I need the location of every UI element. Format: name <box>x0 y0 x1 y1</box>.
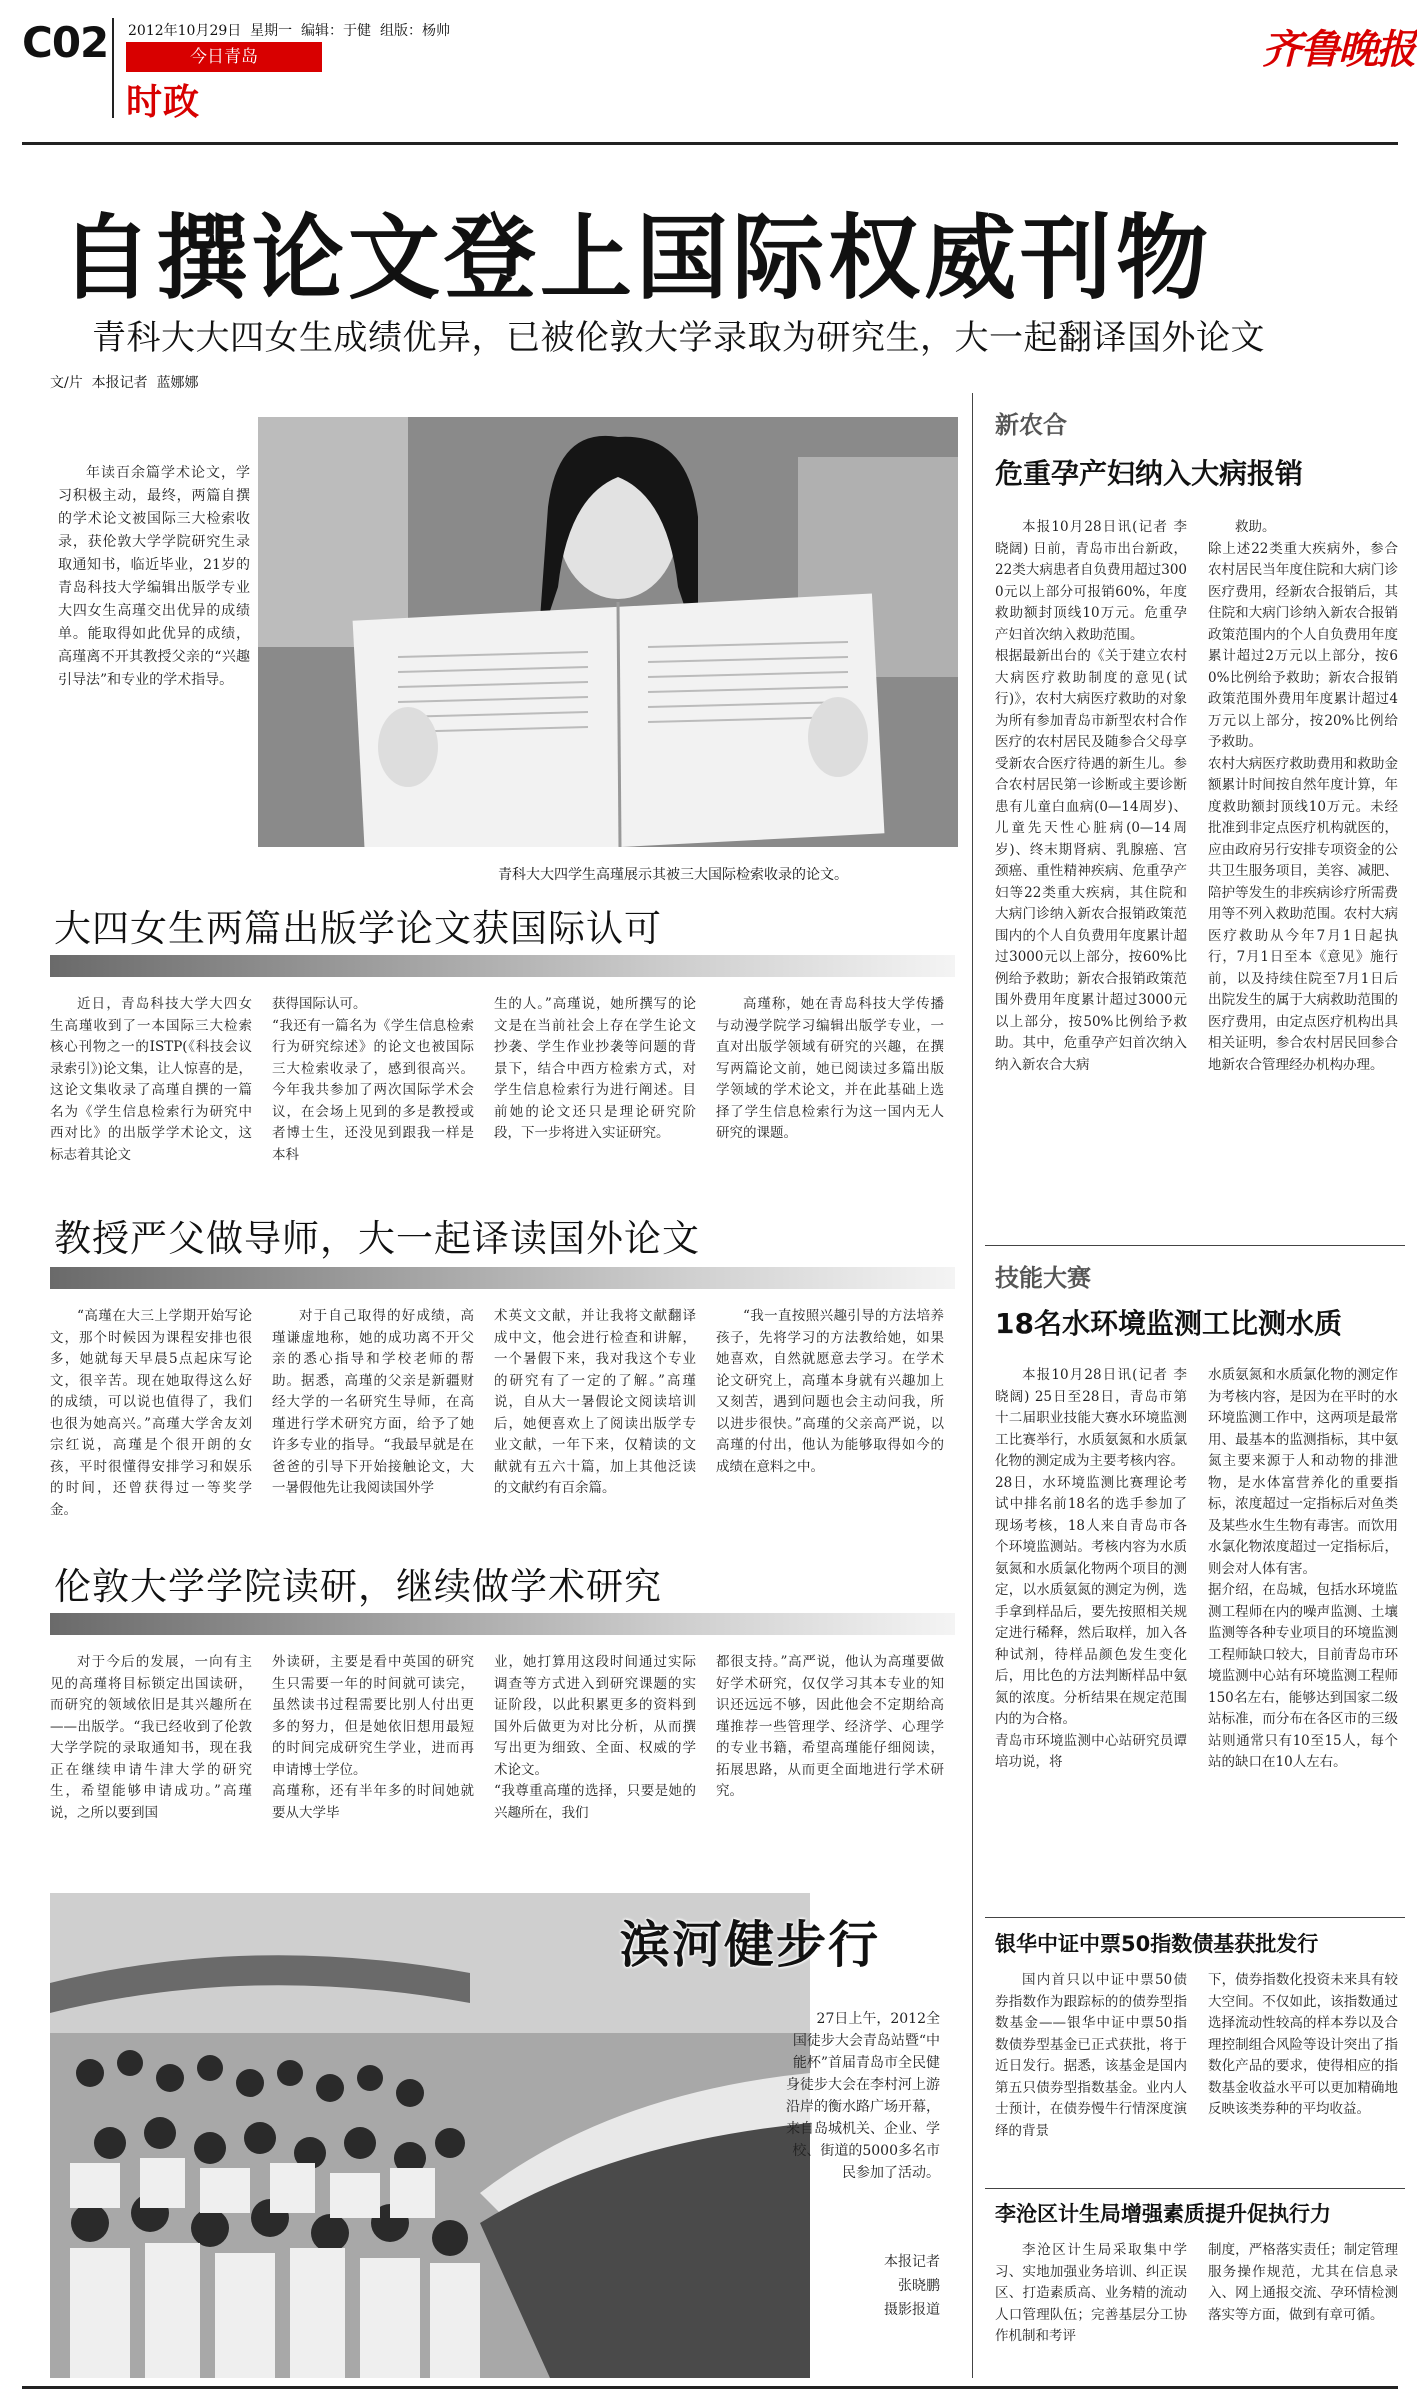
right-divider-2 <box>985 1917 1405 1918</box>
column-divider <box>972 393 973 2378</box>
walk-photo-title: 滨河健步行 <box>620 1916 880 1974</box>
right1-col2: 救助。 除上述22类重大疾病外，参合农村居民当年度住院和大病门诊医疗费用，经新农合报销后，其住院和大病门诊纳入新农合报销政策范围内的个人自负费用年度累计超过2万元以上部分，按60%比例给予救助；新农合报销政策范围外费用年度累计超过4万元以上部分，按20%比例给予救助。 农村大病医疗救助费用和救助金额累计时间按自然年度计算，年度救助额封顶线10万元。未经批准到非定点医疗机构就医的，应由政府另行安排专项资金的公共卫生服务项目，美容、减肥、陪护等发生的非疾病诊疗所需费用等不列入救助范围。农村大病医疗救助从今年7月1日起执行，7月1日至本《意见》施行前，以及持续住院至7月1日后出院发生的属于大病救助范围的医疗费用，由定点医疗机构出具相关证明，参合农村居民回参合地新农合管理经办机构办理。 <box>1208 519 1398 1073</box>
section2-title: 教授严父做导师，大一起译读国外论文 <box>54 1217 700 1260</box>
right2-col1: 本报10月28日讯(记者 李晓阔) 25日至28日，青岛市第十二届职业技能大赛水环境监测工比赛举行，水质氨氮和水质氯化物的测定成为主要考核内容。 28日，水环境监测比赛理论考试中排名前18名的选手参加了现场考核，18人来自青岛市各个环境监测站。考核内容为水质氨氮和水质氯化物两个项目的测定，以水质氨氮的测定为例，选手拿到样品后，要先按照相关规定进行稀释，然后取样，加入各种试剂，待样品颜色发生变化后，用比色的方法判断样品中氨氮的浓度。分析结果在规定范围内的为合格。 青岛市环境监测中心站研究员谭培功说，将 <box>995 1367 1187 1770</box>
byline: 文/片 本报记者 蓝娜娜 <box>50 375 199 391</box>
section3-col3: 业，她打算用这段时间通过实际调查等方式进入到研究课题的实证阶段，以此积累更多的资料到国外后做更为对比分析，从而撰写出更为细致、全面、权威的学术论文。 “我尊重高瑾的选择，只要是她的兴趣所在，我们 <box>494 1654 696 1821</box>
right-divider-3 <box>985 2188 1405 2189</box>
section-name: 时政 <box>126 82 201 123</box>
walk-photo-credit: 本报记者 张晓鹏 摄影报道 <box>884 2254 940 2318</box>
right-divider-1 <box>985 1245 1405 1246</box>
masthead-divider <box>112 18 114 118</box>
right2-kicker: 技能大赛 <box>995 1264 1091 1292</box>
section1-col3: 生的人。”高瑾说，她所撰写的论文是在当前社会上存在学生论文抄袭、学生作业抄袭等问题的背景下，结合中西方检索方式，对学生信息检索行为进行阐述。目前她的论文还只是理论研究阶段，下一步将进入实证研究。 <box>494 996 696 1141</box>
right1-col1: 本报10月28日讯(记者 李晓阔) 日前，青岛市出台新政，22类大病患者自负费用超过3000元以上部分可报销60%，年度救助额封顶线10万元。危重孕产妇首次纳入救助范围。 根据最新出台的《关于建立农村大病医疗救助制度的意见(试行)》，农村大病医疗救助的对象为所有参加青岛市新型农村合作医疗的农村居民及随参合父母享受新农合医疗待遇的新生儿。参合农村居民第一诊断或主要诊断患有儿童白血病(0—14周岁)、儿童先天性心脏病(0—14周岁)、终末期肾病、乳腺癌、宫颈癌、重性精神疾病、危重孕产妇等22类重大疾病，其住院和大病门诊纳入新农合报销政策范围内的个人自负费用年度累计超过3000元以上部分，按60%比例给予救助；新农合报销政策范围外费用年度累计超过3000元以上部分，按50%比例给予救助。其中，危重孕产妇首次纳入纳入新农合大病 <box>995 519 1187 1073</box>
subheadline: 青科大大四女生成绩优异，已被伦敦大学录取为研究生，大一起翻译国外论文 <box>92 318 1265 358</box>
section1-title: 大四女生两篇出版学论文获国际认可 <box>54 907 662 950</box>
right4-col2: 制度，严格落实责任；制定管理服务操作规范，尤其在信息录入、网上通报交流、孕环情检测落实等方面，做到有章可循。 <box>1208 2242 1398 2323</box>
section1-col4: 高瑾称，她在青岛科技大学传播与动漫学院学习编辑出版学专业，一直对出版学领域有研究的兴趣，在撰写两篇论文前，她已阅读过多篇出版学领域的学术论文，并在此基础上选择了学生信息检索行为这一国内无人研究的课题。 <box>716 996 944 1141</box>
section1-col2: 获得国际认可。 “我还有一篇名为《学生信息检索行为研究综述》的论文也被国际三大检索收录了，感到很高兴。今年我共参加了两次国际学术会议，在会场上见到的多是教授或者博士生，还没见到跟我一样是本科 <box>272 996 474 1163</box>
section2-col1: “高瑾在大三上学期开始写论文，那个时候因为课程安排也很多，她就每天早晨5点起床写论文，很辛苦。现在她取得这么好的成绩，可以说也值得了，我们也很为她高兴。”高瑾大学舍友刘宗红说，高瑾是个很开朗的女孩，平时很懂得安排学习和娱乐的时间，还曾获得过一等奖学金。 <box>50 1308 252 1518</box>
right3-col2: 下，债券指数化投资未来具有较大空间。不仅如此，该指数通过选择流动性较高的样本券以及合理控制组合风险等设计突出了指数化产品的要求，使得相应的指数基金收益水平可以更加精确地反映该类券种的平均收益。 <box>1208 1972 1398 2117</box>
right1-title: 危重孕产妇纳入大病报销 <box>995 457 1304 490</box>
section1-bar <box>50 955 955 977</box>
photo-caption: 青科大大四学生高瑾展示其被三大国际检索收录的论文。 <box>498 867 848 883</box>
section1-col1: 近日，青岛科技大学大四女生高瑾收到了一本国际三大检索核心刊物之一的ISTP(《科技会议录索引》)论文集，让人惊喜的是，这论文集收录了高瑾自撰的一篇名为《学生信息检索行为研究中西对比》的出版学学术论文，这标志着其论文 <box>50 996 252 1163</box>
paper-logo: 齐鲁晚报 <box>1262 26 1414 73</box>
page-number: C02 <box>22 18 109 67</box>
right2-col2: 水质氨氮和水质氯化物的测定作为考核内容，是因为在平时的水环境监测工作中，这两项是最常用、最基本的监测指标，其中氨氮主要来源于人和动物的排泄物，是水体富营养化的重要指标，浓度超过一定指标后对鱼类及某些水生生物有毒害。而饮用水氯化物浓度超过一定指标后，则会对人体有害。 据介绍，在岛城，包括水环境监测工程师在内的噪声监测、土壤监测等各种专业项目的环境监测工程师缺口较大，目前青岛市环境监测中心站有环境监测工程师150名左右，能够达到国家二级站标准，而分布在各区市的三级站则通常只有10至15人，每个站的缺口在10人左右。 <box>1208 1367 1398 1770</box>
right3-col1: 国内首只以中证中票50债券指数作为跟踪标的的债券型指数基金——银华中证中票50指数债券型基金已正式获批，将于近日发行。据悉，该基金是国内第五只债券型指数基金。业内人士预计，在债券慢牛行情深度演绎的背景 <box>995 1972 1187 2139</box>
section2-col3: 术英文文献，并让我将文献翻译成中文，他会进行检查和讲解，一个暑假下来，我对我这个专业的研究有了一定的了解。”高瑾说，自从大一暑假论文阅读培训后，她便喜欢上了阅读出版学专业文献，一年下来，仅精读的文献就有五六十篇，加上其他泛读的文献约有百余篇。 <box>494 1308 696 1496</box>
section3-col2: 外读研，主要是看中英国的研究生只需要一年的时间就可读完，虽然读书过程需要比别人付出更多的努力，但是她依旧想用最短的时间完成研究生学业，进而再申请博士学位。 高瑾称，还有半年多的时间她就要从大学毕 <box>272 1654 474 1821</box>
bottom-rule <box>22 2386 1398 2389</box>
walk-photo-caption: 27日上午，2012全国徒步大会青岛站暨“中能杯”首届青岛市全民健身徒步大会在李村河上游沿岸的衡水路广场开幕，来自岛城机关、企业、学校、街道的5000多名市民参加了活动。 <box>786 2011 940 2181</box>
masthead-rule <box>22 142 1398 145</box>
section2-bar <box>50 1267 955 1289</box>
right3-title: 银华中证中票50指数债基获批发行 <box>995 1932 1319 1956</box>
student-photo-illustration <box>258 417 958 847</box>
section3-col1: 对于今后的发展，一向有主见的高瑾将目标锁定出国读研，而研究的领域依旧是其兴趣所在——出版学。“我已经收到了伦敦大学学院的录取通知书，现在我正在继续申请牛津大学的研究生，希望能够申请成功。”高瑾说，之所以要到国 <box>50 1654 252 1821</box>
right1-kicker: 新农合 <box>995 411 1067 439</box>
dateline: 2012年10月29日 星期一 编辑：于健 组版：杨帅 <box>128 23 450 39</box>
student-photo <box>258 417 958 847</box>
section-tag: 今日青岛 <box>126 42 322 72</box>
headline: 自撰论文登上国际权威刊物 <box>60 205 1213 312</box>
lead-paragraph: 年读百余篇学术论文，学习积极主动，最终，两篇自撰的学术论文被国际三大检索收录，获伦敦大学学院研究生录取通知书，临近毕业，21岁的青岛科技大学编辑出版学专业大四女生高瑾交出优异的成绩单。能取得如此优异的成绩，高瑾离不开其教授父亲的“兴趣引导法”和专业的学术指导。 <box>58 465 250 688</box>
section2-col2: 对于自己取得的好成绩，高瑾谦虚地称，她的成功离不开父亲的悉心指导和学校老师的帮助。据悉，高瑾的父亲是新疆财经大学的一名研究生导师，在高瑾进行学术研究方面，给予了她许多专业的指导。“我最早就是在爸爸的引导下开始接触论文，大一暑假他先让我阅读国外学 <box>272 1308 474 1496</box>
section3-title: 伦敦大学学院读研，继续做学术研究 <box>54 1565 662 1608</box>
section3-bar <box>50 1613 955 1635</box>
right4-title: 李沧区计生局增强素质提升促执行力 <box>995 2202 1331 2226</box>
section2-col4: “我一直按照兴趣引导的方法培养孩子，先将学习的方法教给她，如果她喜欢，自然就愿意去学习。在学术论文研究上，高瑾本身就有兴趣加上又刻苦，遇到问题也会主动问我，所以进步很快。”高瑾的父亲高严说，以高瑾的付出，他认为能够取得如今的成绩在意料之中。 <box>716 1308 944 1475</box>
right4-col1: 李沧区计生局采取集中学习、实地加强业务培训、纠正误区、打造素质高、业务精的流动人口管理队伍；完善基层分工协作机制和考评 <box>995 2242 1187 2344</box>
section3-col4: 都很支持。”高严说，他认为高瑾要做好学术研究，仅仅学习其本专业的知识还远远不够，因此他会不定期给高瑾推荐一些管理学、经济学、心理学的专业书籍，希望高瑾能仔细阅读，拓展思路，从而更全面地进行学术研究。 <box>716 1654 944 1799</box>
right2-title: 18名水环境监测工比测水质 <box>995 1307 1342 1340</box>
